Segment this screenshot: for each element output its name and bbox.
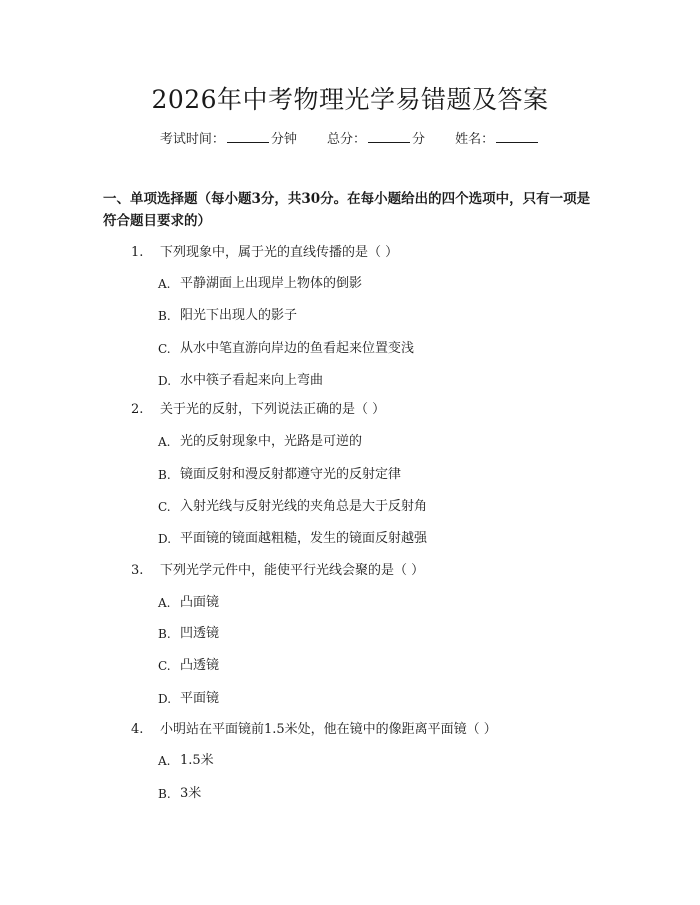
option-text: 阳光下出现人的影子 [180,308,298,323]
exam-info-row [0,130,700,150]
option-text: 凸面镜 [180,595,220,610]
total-score-unit: 分 [412,132,426,147]
option-letter: B. [158,627,171,641]
question-text: 下列光学元件中，能使平行光线会聚的是（ ） [160,563,425,578]
exam-time-blank [227,130,269,143]
question-number: 1. [131,245,144,260]
option-text: 3米 [180,786,202,801]
option-text: 凸透镜 [180,658,220,673]
exam-time-unit: 分钟 [270,132,297,147]
exam-time-field [160,130,297,150]
option-text: 光的反射现象中，光路是可逆的 [180,434,363,449]
option-letter: A. [158,754,171,768]
option-letter: C. [158,659,171,673]
option-text: 水中筷子看起来向上弯曲 [180,373,324,388]
option-text: 1.5米 [180,753,214,768]
option-letter: C. [158,500,171,514]
page-title: 2026年中考物理光学易错题及答案 [151,85,549,114]
option-text: 从水中笔直游向岸边的鱼看起来位置变浅 [180,341,415,356]
question-text: 关于光的反射，下列说法正确的是（ ） [160,402,386,417]
option-letter: D. [158,692,172,706]
option-letter: A. [158,596,171,610]
exam-time-label: 考试时间： [159,132,225,147]
option-text: 镜面反射和漫反射都遵守光的反射定律 [180,467,402,482]
option-text: 凹透镜 [180,626,220,641]
section-heading: 一、单项选择题（每小题3分，共30分。在每小题给出的四个选项中，只有一项是符合题目要求的） [103,191,591,229]
question-text: 小明站在平面镜前1.5米处，他在镜中的像距离平面镜（ ） [160,722,497,737]
option-text: 入射光线与反射光线的夹角总是大于反射角 [180,499,428,514]
option-letter: D. [158,374,172,388]
total-score-field [327,130,425,150]
option-letter: B. [158,787,171,801]
option-letter: B. [158,468,171,482]
question-text: 下列现象中，属于光的直线传播的是（ ） [160,245,399,260]
option-letter: D. [158,532,172,546]
student-name-field [455,130,540,150]
option-text: 平静湖面上出现岸上物体的倒影 [180,276,363,291]
total-score-label: 总分： [326,132,366,147]
option-letter: A. [158,435,171,449]
question-number: 2. [131,402,144,417]
total-score-blank [368,130,410,143]
option-text: 平面镜的镜面越粗糙，发生的镜面反射越强 [180,531,428,546]
option-letter: A. [158,277,171,291]
question-number: 3. [131,563,144,578]
question-number: 4. [131,722,144,737]
option-text: 平面镜 [180,691,220,706]
option-letter: C. [158,342,171,356]
option-letter: B. [158,309,171,323]
student-name-label: 姓名： [455,132,495,147]
student-name-blank [496,130,538,143]
